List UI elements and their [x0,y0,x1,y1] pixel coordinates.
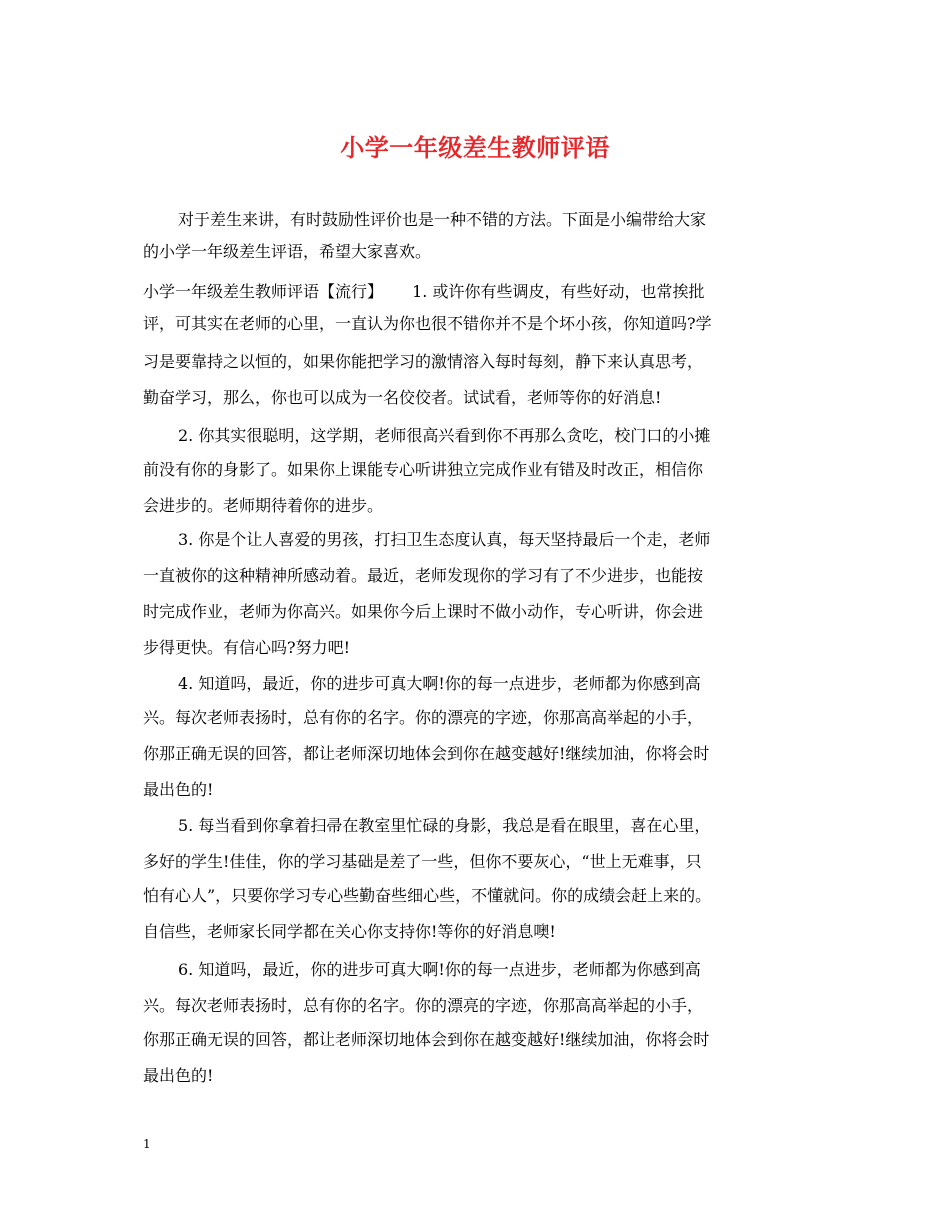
body-line: 最出色的! [143,780,214,799]
body-line: 时完成作业，老师为你高兴。如果你今后上课时不做小动作，专心听讲，你会进 [143,602,704,621]
body-line: 兴。每次老师表扬时，总有你的名字。你的漂亮的字迹，你那高高举起的小手， [143,996,704,1015]
body-line: 评，可其实在老师的心里，一直认为你也很不错你并不是个坏小孩，你知道吗?学 [143,314,712,333]
body-line: 前没有你的身影了。如果你上课能专心听讲独立完成作业有错及时改正，相信你 [143,460,704,479]
body-line: 勤奋学习，那么，你也可以成为一名佼佼者。试试看，老师等你的好消息! [143,388,662,407]
body-line: 2. 你其实很聪明，这学期，老师很高兴看到你不再那么贪吃，校门口的小摊 [178,426,711,445]
body-line: 5. 每当看到你拿着扫帚在教室里忙碌的身影，我总是看在眼里，喜在心里， [178,816,711,835]
body-line: 自信些，老师家长同学都在关心你支持你!等你的好消息噢! [143,922,556,941]
body-line: 兴。每次老师表扬时，总有你的名字。你的漂亮的字迹，你那高高举起的小手， [143,708,704,727]
body-line: 你那正确无误的回答，都让老师深切地体会到你在越变越好!继续加油，你将会时 [143,1030,710,1049]
body-line: 你那正确无误的回答，都让老师深切地体会到你在越变越好!继续加油，你将会时 [143,744,710,763]
page-title: 小学一年级差生教师评语 [340,133,610,162]
body-line: 最出色的! [143,1066,214,1085]
body-line: 步得更快。有信心吗?努力吧! [143,638,351,657]
body-line: 多好的学生!佳佳，你的学习基础是差了一些，但你不要灰心，“世上无难事，只 [143,852,702,871]
body-line: 的小学一年级差生评语，希望大家喜欢。 [143,242,432,261]
body-line: 对于差生来讲，有时鼓励性评价也是一种不错的方法。下面是小编带给大家 [178,210,707,229]
page-number: 1 [143,1137,151,1151]
body-line: 3. 你是个让人喜爱的男孩，打扫卫生态度认真，每天坚持最后一个走，老师 [178,530,711,549]
body-line: 小学一年级差生教师评语【流行】 1. 或许你有些调皮，有些好动，也常挨批 [143,282,705,301]
body-line: 习是要靠持之以恒的，如果你能把学习的激情溶入每时每刻，静下来认真思考， [143,352,704,371]
body-line: 4. 知道吗，最近，你的进步可真大啊!你的每一点进步，老师都为你感到高 [178,674,701,693]
body-line: 会进步的。老师期待着你的进步。 [143,496,384,515]
body-line: 怕有心人”，只要你学习专心些勤奋些细心些，不懂就问。你的成绩会赶上来的。 [143,886,712,905]
body-line: 6. 知道吗，最近，你的进步可真大啊!你的每一点进步，老师都为你感到高 [178,960,701,979]
body-line: 一直被你的这种精神所感动着。最近，老师发现你的学习有了不少进步，也能按 [143,566,704,585]
